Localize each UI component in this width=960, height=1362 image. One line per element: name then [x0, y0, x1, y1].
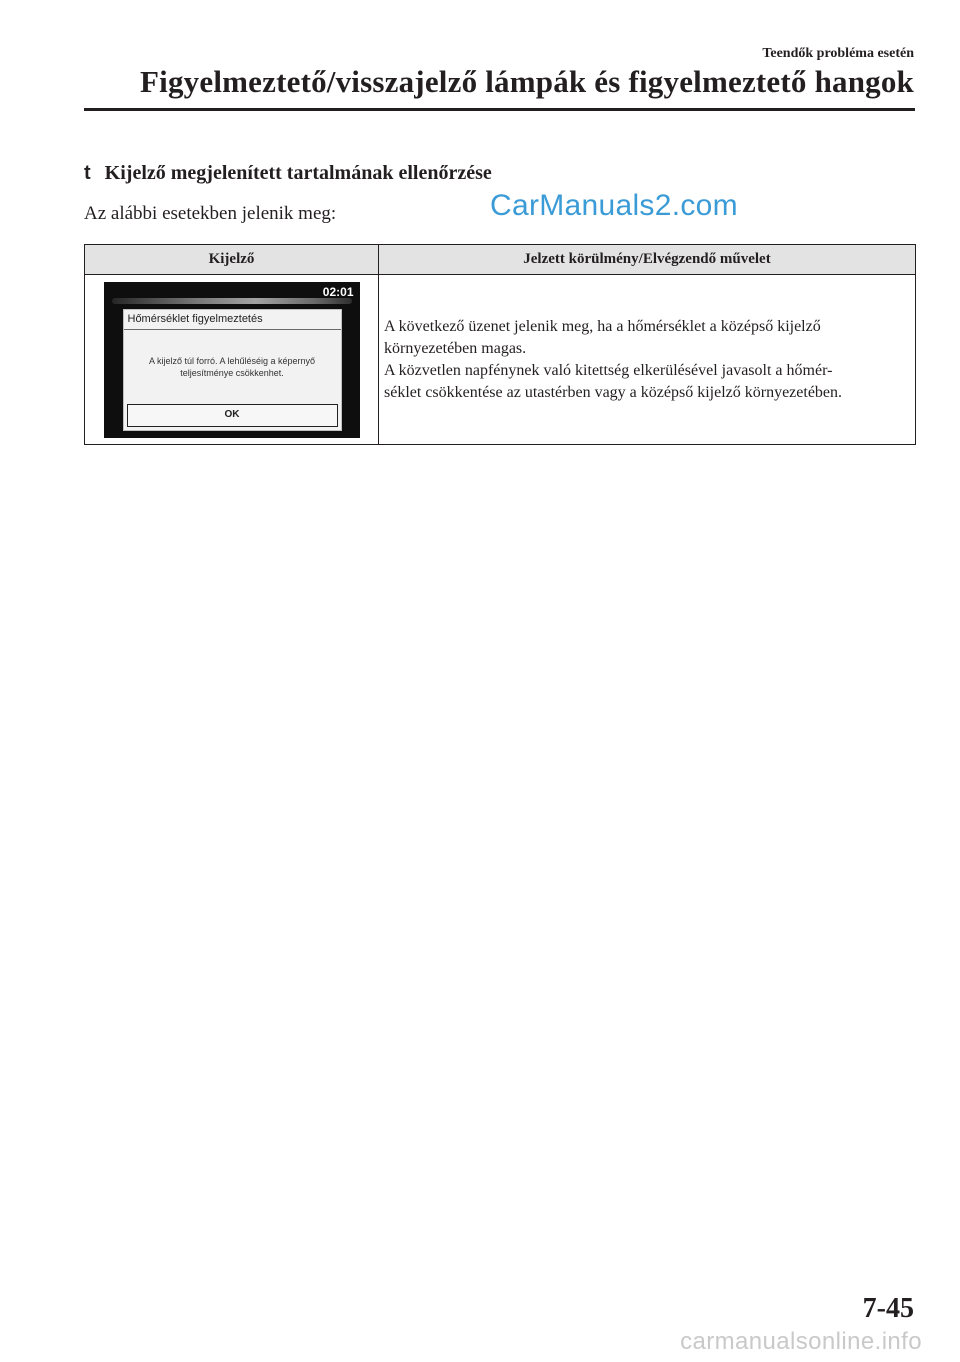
section-heading	[84, 162, 492, 185]
intro-text: Az alábbi esetekben jelenik meg:	[84, 203, 337, 224]
bullet-marker: t	[84, 162, 91, 184]
column-header-description: Jelzett körülmény/Elvégzendő művelet	[379, 245, 916, 275]
page-number: 7-45	[862, 1293, 914, 1324]
temperature-warning-dialog	[123, 309, 342, 431]
title-divider	[84, 108, 915, 111]
screen-clock: 02:01	[322, 284, 354, 299]
ok-button[interactable]: OK	[127, 404, 338, 427]
display-cell	[85, 275, 379, 445]
description-text	[379, 316, 915, 404]
screen-top-bar	[112, 298, 352, 304]
table-row	[85, 275, 916, 445]
dialog-message-line: teljesítménye csökkenhet.	[180, 367, 284, 378]
description-line: környezetében magas.	[384, 339, 527, 357]
chapter-title: Teendők probléma esetén	[762, 46, 914, 61]
dialog-message-line: A kijelző túl forró. A lehűléséig a képernyő	[148, 355, 316, 366]
description-line: séklet csökkentése az utastérben vagy a középső kijelző környezetében.	[384, 383, 843, 401]
column-header-display: Kijelző	[85, 245, 379, 275]
info-table	[84, 244, 916, 445]
dialog-divider	[124, 329, 341, 330]
watermark-top[interactable]: CarManuals2.com	[490, 189, 738, 222]
section-heading-text: Kijelző megjelenített tartalmának ellenőrzése	[104, 162, 492, 184]
watermark-bottom[interactable]: carmanualsonline.info	[680, 1328, 922, 1355]
table-header-row	[85, 245, 916, 275]
description-cell	[379, 275, 916, 445]
display-screenshot	[104, 282, 360, 438]
dialog-title: Hőmérséklet figyelmeztetés	[127, 312, 263, 325]
description-line: A következő üzenet jelenik meg, ha a hőmérséklet a középső kijelző	[384, 317, 821, 335]
description-line: A közvetlen napfénynek való kitettség elkerülésével javasolt a hőmér-	[384, 361, 833, 379]
dialog-message	[126, 355, 339, 379]
page-title: Figyelmeztető/visszajelző lámpák és figyelmeztető hangok	[140, 64, 914, 99]
